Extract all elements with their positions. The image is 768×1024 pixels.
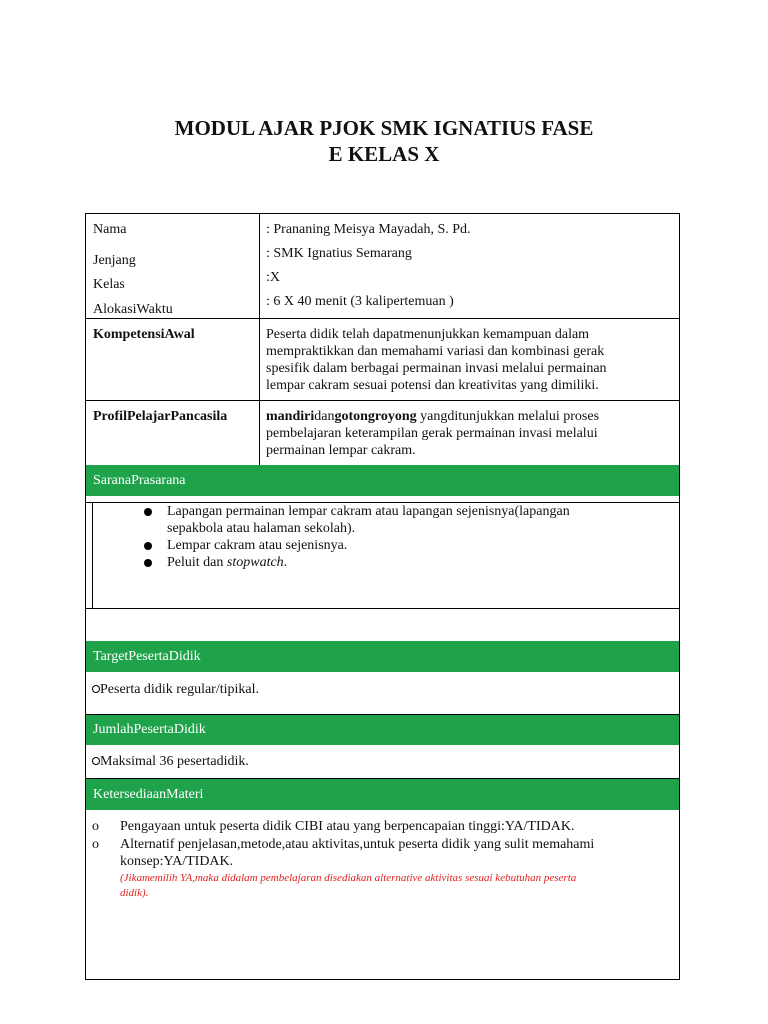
kompetensi-line-1: Peserta didik telah dapatmenunjukkan kemampuan dalam [266,327,590,342]
profil-line-3: permainan lempar cakram. [266,443,416,458]
sarana-item: Peluit dan stopwatch. [144,554,664,571]
column-divider-identity [259,213,260,465]
materi-item-2: Alternatif penjelasan,metode,atau aktivitas,untuk peserta didik yang sulit memahami konsep:YA/TIDAK. [120,837,595,869]
circle-bullet-icon [92,757,100,765]
label-profil-pelajar-pancasila: ProfilPelajarPancasila [93,409,228,424]
kompetensi-awal-text [266,326,676,394]
title-line-1: MODUL AJAR PJOK SMK IGNATIUS FASE [174,116,594,140]
kompetensi-line-4: lempar cakram sesuai potensi dan kreativitas yang dimiliki. [266,378,599,393]
inner-border-left [92,502,93,608]
materi-bullet: o [92,837,99,852]
bullet-dot-icon [144,542,152,550]
row-divider [85,608,680,609]
bullet-dot-icon [144,559,152,567]
section-header-target-peserta-didik: TargetPesertaDidik [86,641,679,672]
value-nama: : Prananing Meisya Mayadah, S. Pd. [266,222,471,237]
label-nama: Nama [93,222,127,237]
bullet-dot-icon [144,508,152,516]
row-divider [85,318,680,319]
sarana-item: Lapangan permainan lempar cakram atau lapangan sejenisnya(lapangan sepakbola atau halaman sekolah). [144,503,664,537]
label-kelas: Kelas [93,277,125,292]
materi-bullet: o [92,819,99,834]
kompetensi-line-3: spesifik dalam berbagai permainan invasi melalui permainan [266,361,607,376]
jumlah-item: Maksimal 36 pesertadidik. [92,753,249,770]
title-line-2: E KELAS X [328,142,440,166]
label-kompetensi-awal: KompetensiAwal [93,327,195,342]
page-title [0,115,768,167]
profil-line-1: mandiridangotongroyong yangditunjukkan melalui proses [266,409,600,424]
profil-text [266,408,676,459]
section-header-sarana-prasarana: SaranaPrasarana [86,465,679,496]
label-alokasi-waktu: AlokasiWaktu [93,302,173,317]
row-divider [85,400,680,401]
target-item: Peserta didik regular/tipikal. [92,681,259,698]
value-jenjang: : SMK Ignatius Semarang [266,246,412,261]
section-header-ketersediaan-materi: KetersediaanMateri [86,779,679,810]
profil-line-2: pembelajaran keterampilan gerak permainan invasi melalui [266,426,598,441]
value-alokasi-waktu: : 6 X 40 menit (3 kalipertemuan ) [266,294,454,309]
materi-note: (Jikamemilih YA,maka didalam pembelajaran disediakan alternative aktivitas sesuai kebutuhan peserta didik). [120,872,577,899]
section-header-jumlah-peserta-didik: JumlahPesertaDidik [86,715,679,745]
label-jenjang: Jenjang [93,253,136,268]
circle-bullet-icon [92,685,100,693]
sarana-item: Lempar cakram atau sejenisnya. [144,537,664,554]
materi-item-1: Pengayaan untuk peserta didik CIBI atau yang berpencapaian tinggi:YA/TIDAK. [120,819,575,834]
value-kelas: :X [266,270,280,285]
kompetensi-line-2: mempraktikkan dan memahami variasi dan kombinasi gerak [266,344,605,359]
